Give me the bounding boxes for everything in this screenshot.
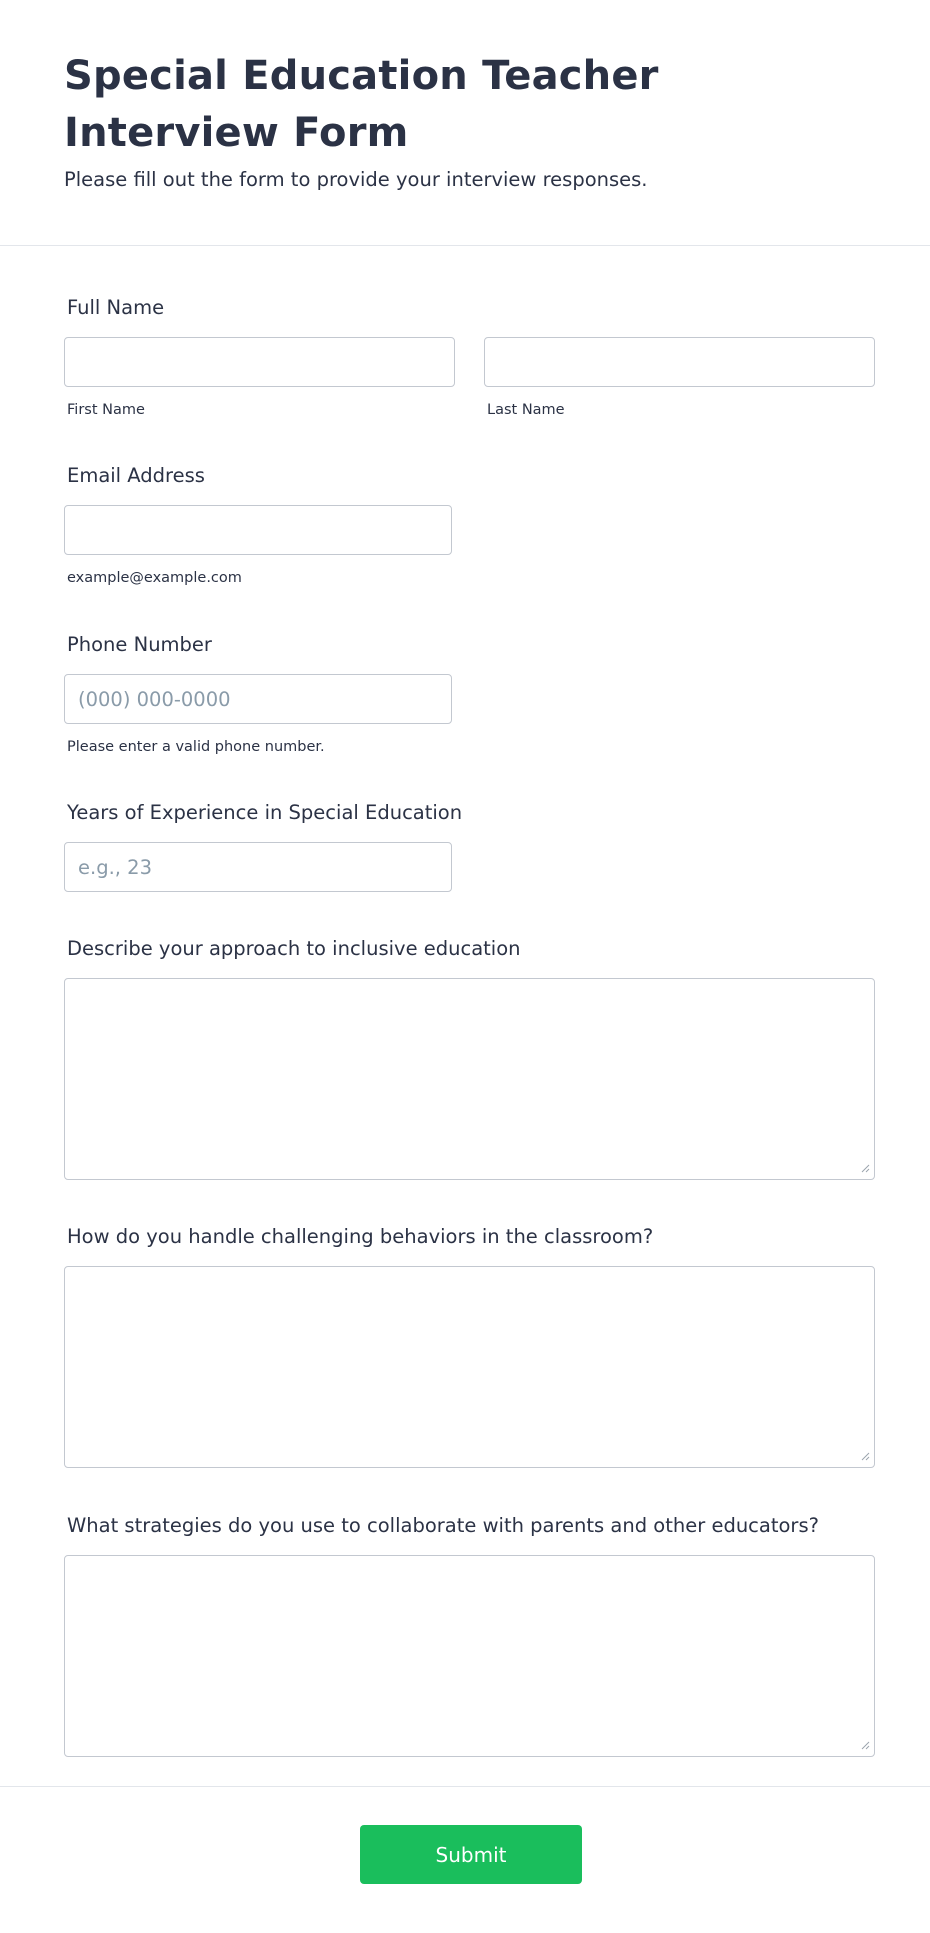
resize-grip-icon[interactable]: [861, 1741, 870, 1750]
behaviors-textarea[interactable]: [64, 1266, 875, 1468]
email-sublabel: example@example.com: [67, 570, 242, 586]
email-label: Email Address: [67, 464, 205, 487]
resize-grip-icon[interactable]: [861, 1164, 870, 1173]
form-header: [0, 0, 930, 246]
resize-grip-icon[interactable]: [861, 1452, 870, 1461]
experience-label: Years of Experience in Special Education: [67, 801, 463, 824]
phone-input[interactable]: [64, 674, 452, 724]
inclusive-label: Describe your approach to inclusive education: [67, 937, 521, 960]
collaboration-label: What strategies do you use to collaborate with parents and other educators?: [67, 1514, 819, 1537]
collaboration-textarea[interactable]: [64, 1555, 875, 1757]
full-name-label: Full Name: [67, 296, 165, 319]
form-title: Special Education Teacher Interview Form: [64, 53, 659, 156]
behaviors-label: How do you handle challenging behaviors in the classroom?: [67, 1225, 654, 1248]
submit-button[interactable]: Submit: [360, 1825, 582, 1884]
inclusive-textarea[interactable]: [64, 978, 875, 1180]
first-name-input[interactable]: [64, 337, 455, 387]
email-input[interactable]: [64, 505, 452, 555]
last-name-input[interactable]: [484, 337, 875, 387]
last-name-sublabel: Last Name: [487, 402, 565, 418]
phone-label: Phone Number: [67, 633, 212, 656]
form-subtitle: Please fill out the form to provide your interview responses.: [64, 168, 648, 191]
phone-sublabel: Please enter a valid phone number.: [67, 739, 325, 755]
experience-input[interactable]: [64, 842, 452, 892]
first-name-sublabel: First Name: [67, 402, 145, 418]
form-footer: [0, 1786, 930, 1933]
